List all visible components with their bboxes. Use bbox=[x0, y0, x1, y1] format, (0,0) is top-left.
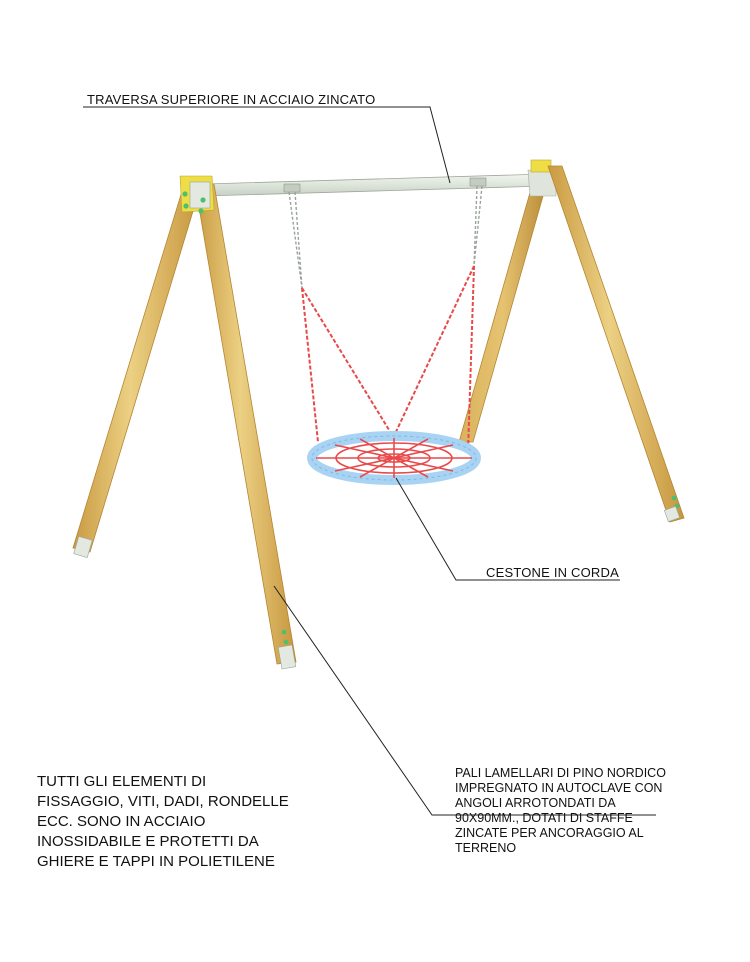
posts-note-line: ZINCATE PER ANCORAGGIO AL bbox=[455, 826, 644, 840]
bolt-icon bbox=[282, 630, 287, 635]
bolt-icon bbox=[672, 496, 677, 501]
fixings-note-line: TUTTI GLI ELEMENTI DI bbox=[37, 773, 207, 790]
right-front-leg bbox=[548, 166, 684, 522]
steel-crossbar bbox=[205, 160, 556, 196]
posts-note-line: PALI LAMELLARI DI PINO NORDICO bbox=[455, 766, 666, 780]
posts-note bbox=[455, 766, 666, 856]
bolt-icon bbox=[200, 197, 205, 202]
suspension-chains bbox=[289, 186, 482, 288]
basket-ropes bbox=[302, 266, 474, 452]
bolt-icon bbox=[183, 203, 188, 208]
posts-note-line: TERRENO bbox=[455, 841, 517, 855]
fixings-note-line: INOSSIDABILE E PROTETTI DA bbox=[37, 833, 259, 850]
posts-note-line: 90X90MM., DOTATI DI STAFFE bbox=[455, 811, 633, 825]
fixings-note-line: ECC. SONO IN ACCIAIO bbox=[37, 813, 206, 830]
right-back-leg bbox=[459, 182, 547, 442]
bolt-icon bbox=[182, 191, 187, 196]
posts-note-line: ANGOLI ARROTONDATI DA bbox=[455, 796, 616, 810]
rope-basket bbox=[312, 436, 476, 480]
fixings-note bbox=[37, 772, 289, 872]
bolt-icon bbox=[284, 640, 289, 645]
left-back-leg bbox=[73, 188, 200, 558]
fixings-note-line: FISSAGGIO, VITI, DADI, RONDELLE bbox=[37, 793, 289, 810]
left-top-bracket bbox=[180, 176, 214, 214]
crossbar-label: TRAVERSA SUPERIORE IN ACCIAIO ZINCATO bbox=[87, 92, 376, 107]
basket-label: CESTONE IN CORDA bbox=[486, 565, 619, 580]
bolt-icon bbox=[198, 208, 203, 213]
fixings-note-line: GHIERE E TAPPI IN POLIETILENE bbox=[37, 853, 275, 870]
posts-note-line: IMPREGNATO IN AUTOCLAVE CON bbox=[455, 781, 663, 795]
